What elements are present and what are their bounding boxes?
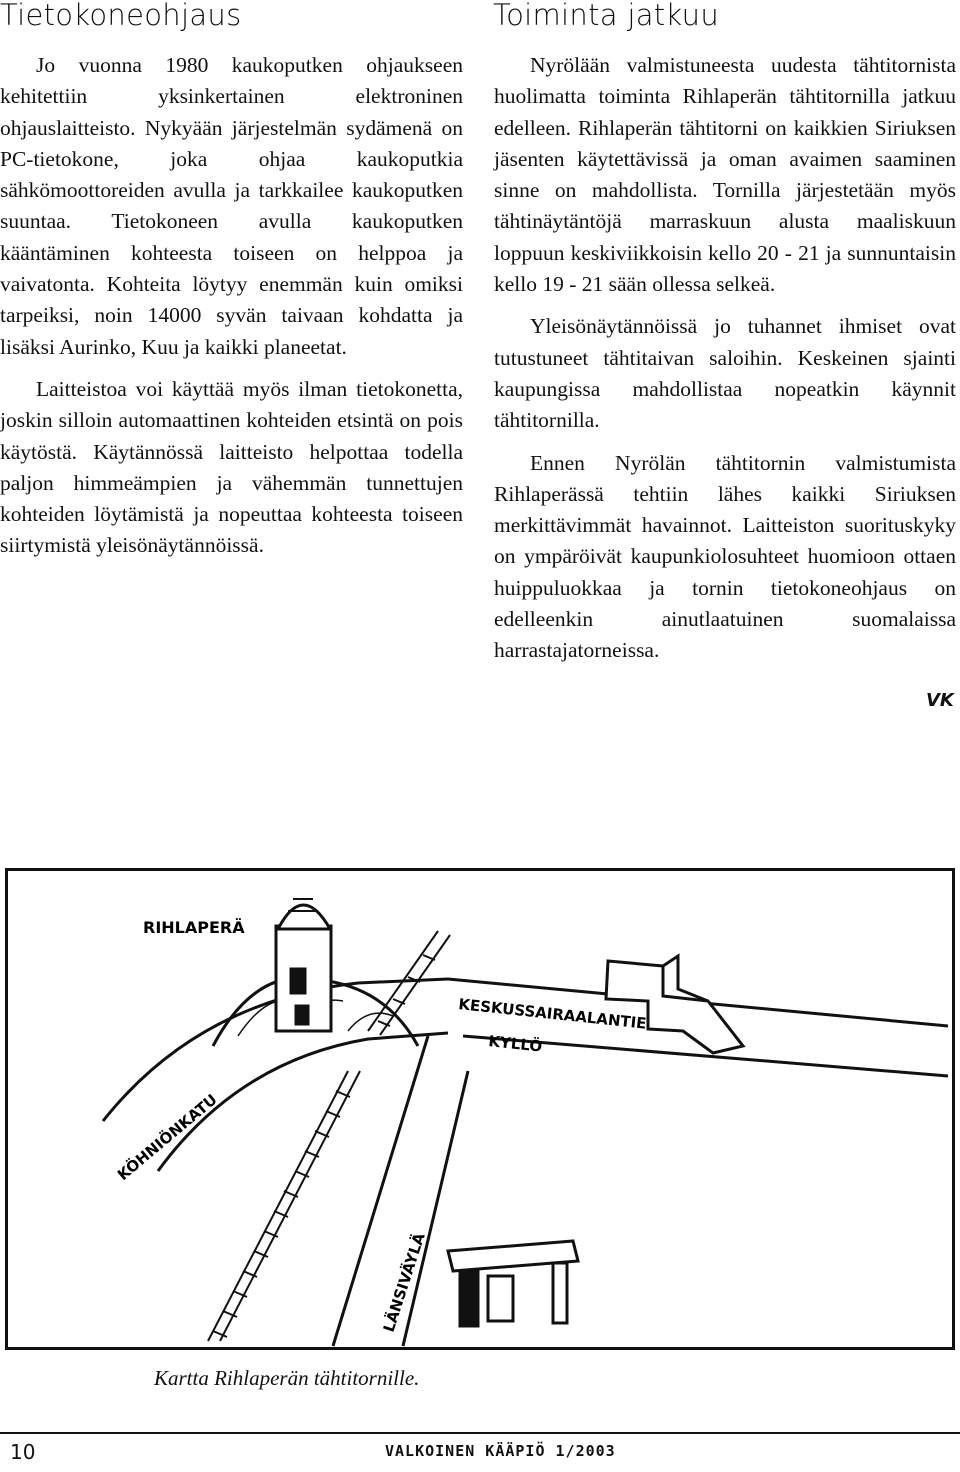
right-paragraph-2: Yleisönäytännöissä jo tuhannet ihmiset ovat tutustuneet tähtitaivan saloihin. Keskeinen sjainti kaupungissa mahdollistaa nopeatkin käynnit tähtitornilla. (494, 314, 956, 433)
left-paragraph-2: Laitteistoa voi käyttää myös ilman tietokonetta, joskin silloin automaattinen kohteiden etsintä on pois käytöstä. Käytännössä laitteisto helpottaa todella paljon himmeämpien ja vähemmän tunnettujen kohteiden löytämistä ja nopeuttaa kohteesta toiseen siirtymistä yleisönäytännöissä. (0, 376, 463, 558)
map-label-kohnionkatu: KÖHNIÖNKATU (114, 1090, 221, 1185)
gas-station-icon (448, 1241, 578, 1326)
page-number: 10 (10, 1440, 36, 1464)
location-map (5, 868, 955, 1350)
map-label-rihlapera: RIHLAPERÄ (143, 918, 245, 937)
footer-divider (0, 1432, 960, 1434)
lansivayla-road-edge-2 (403, 1071, 468, 1346)
map-label-lansivayla: LÄNSIVÄYLÄ (379, 1230, 429, 1335)
publication-title: VALKOINEN KÄÄPIÖ 1/2003 (385, 1442, 616, 1460)
right-paragraph-1: Nyrölään valmistuneesta uudesta tähtitornista huolimatta toiminta Rihlaperän tähtitornilla jatkuu edelleen. Rihlaperän tähtitorni on kaikkien Siriuksen jäsenten käytettävissä ja oman avaimen saaminen sinne on mahdollista. Tornilla järjestetään myös tähtinäytäntöjä marraskuun alusta maaliskuun loppuun keskiviikkoisin kello 20 - 21 ja sunnuntaisin kello 19 - 21 sään ollessa selkeä. (494, 53, 956, 297)
map-drawing (8, 871, 952, 1347)
map-label-kyllo: KYLLÖ (487, 1032, 543, 1056)
right-heading: Toiminta jatkuu (493, 0, 719, 32)
right-paragraph-3: Ennen Nyrölän tähtitornin valmistumista Rihlaperässä tehtiin lähes kaikki Siriuksen merkittävimmät havainnot. Laitteiston suorituskyky on ympäröivät kaupunkiolosuhteet huomioon ottaen huippuluokkaa ja tornin tietokoneohjaus on edelleenkin ainutlaatuinen suomalaissa harrastajatorneissa. (494, 450, 956, 663)
author-signature: VK (926, 690, 954, 711)
right-column (494, 50, 956, 678)
map-label-keskussairaalantie: KESKUSSAIRAALANTIE (457, 995, 648, 1033)
left-heading: Tietokoneohjaus (0, 0, 242, 32)
observatory-tower-icon (276, 899, 331, 1031)
map-caption: Kartta Rihlaperän tähtitornille. (154, 1366, 420, 1390)
left-column (0, 50, 463, 573)
left-paragraph-1: Jo vuonna 1980 kaukoputken ohjaukseen kehitettiin yksinkertainen elektroninen ohjauslaitteisto. Nykyään järjestelmän sydämenä on PC-tietokone, joka ohjaa kaukoputkia sähkömoottoreiden avulla ja tarkkailee kaukoputken suuntaa. Tietokoneen avulla kaukoputken kääntäminen kohteesta toiseen on helppoa ja vaivatonta. Kohteita löytyy enemmän kuin omiksi tarpeiksi, noin 14000 syvän taivaan kohdatta ja lisäksi Aurinko, Kuu ja kaikki planeetat. (0, 53, 463, 359)
